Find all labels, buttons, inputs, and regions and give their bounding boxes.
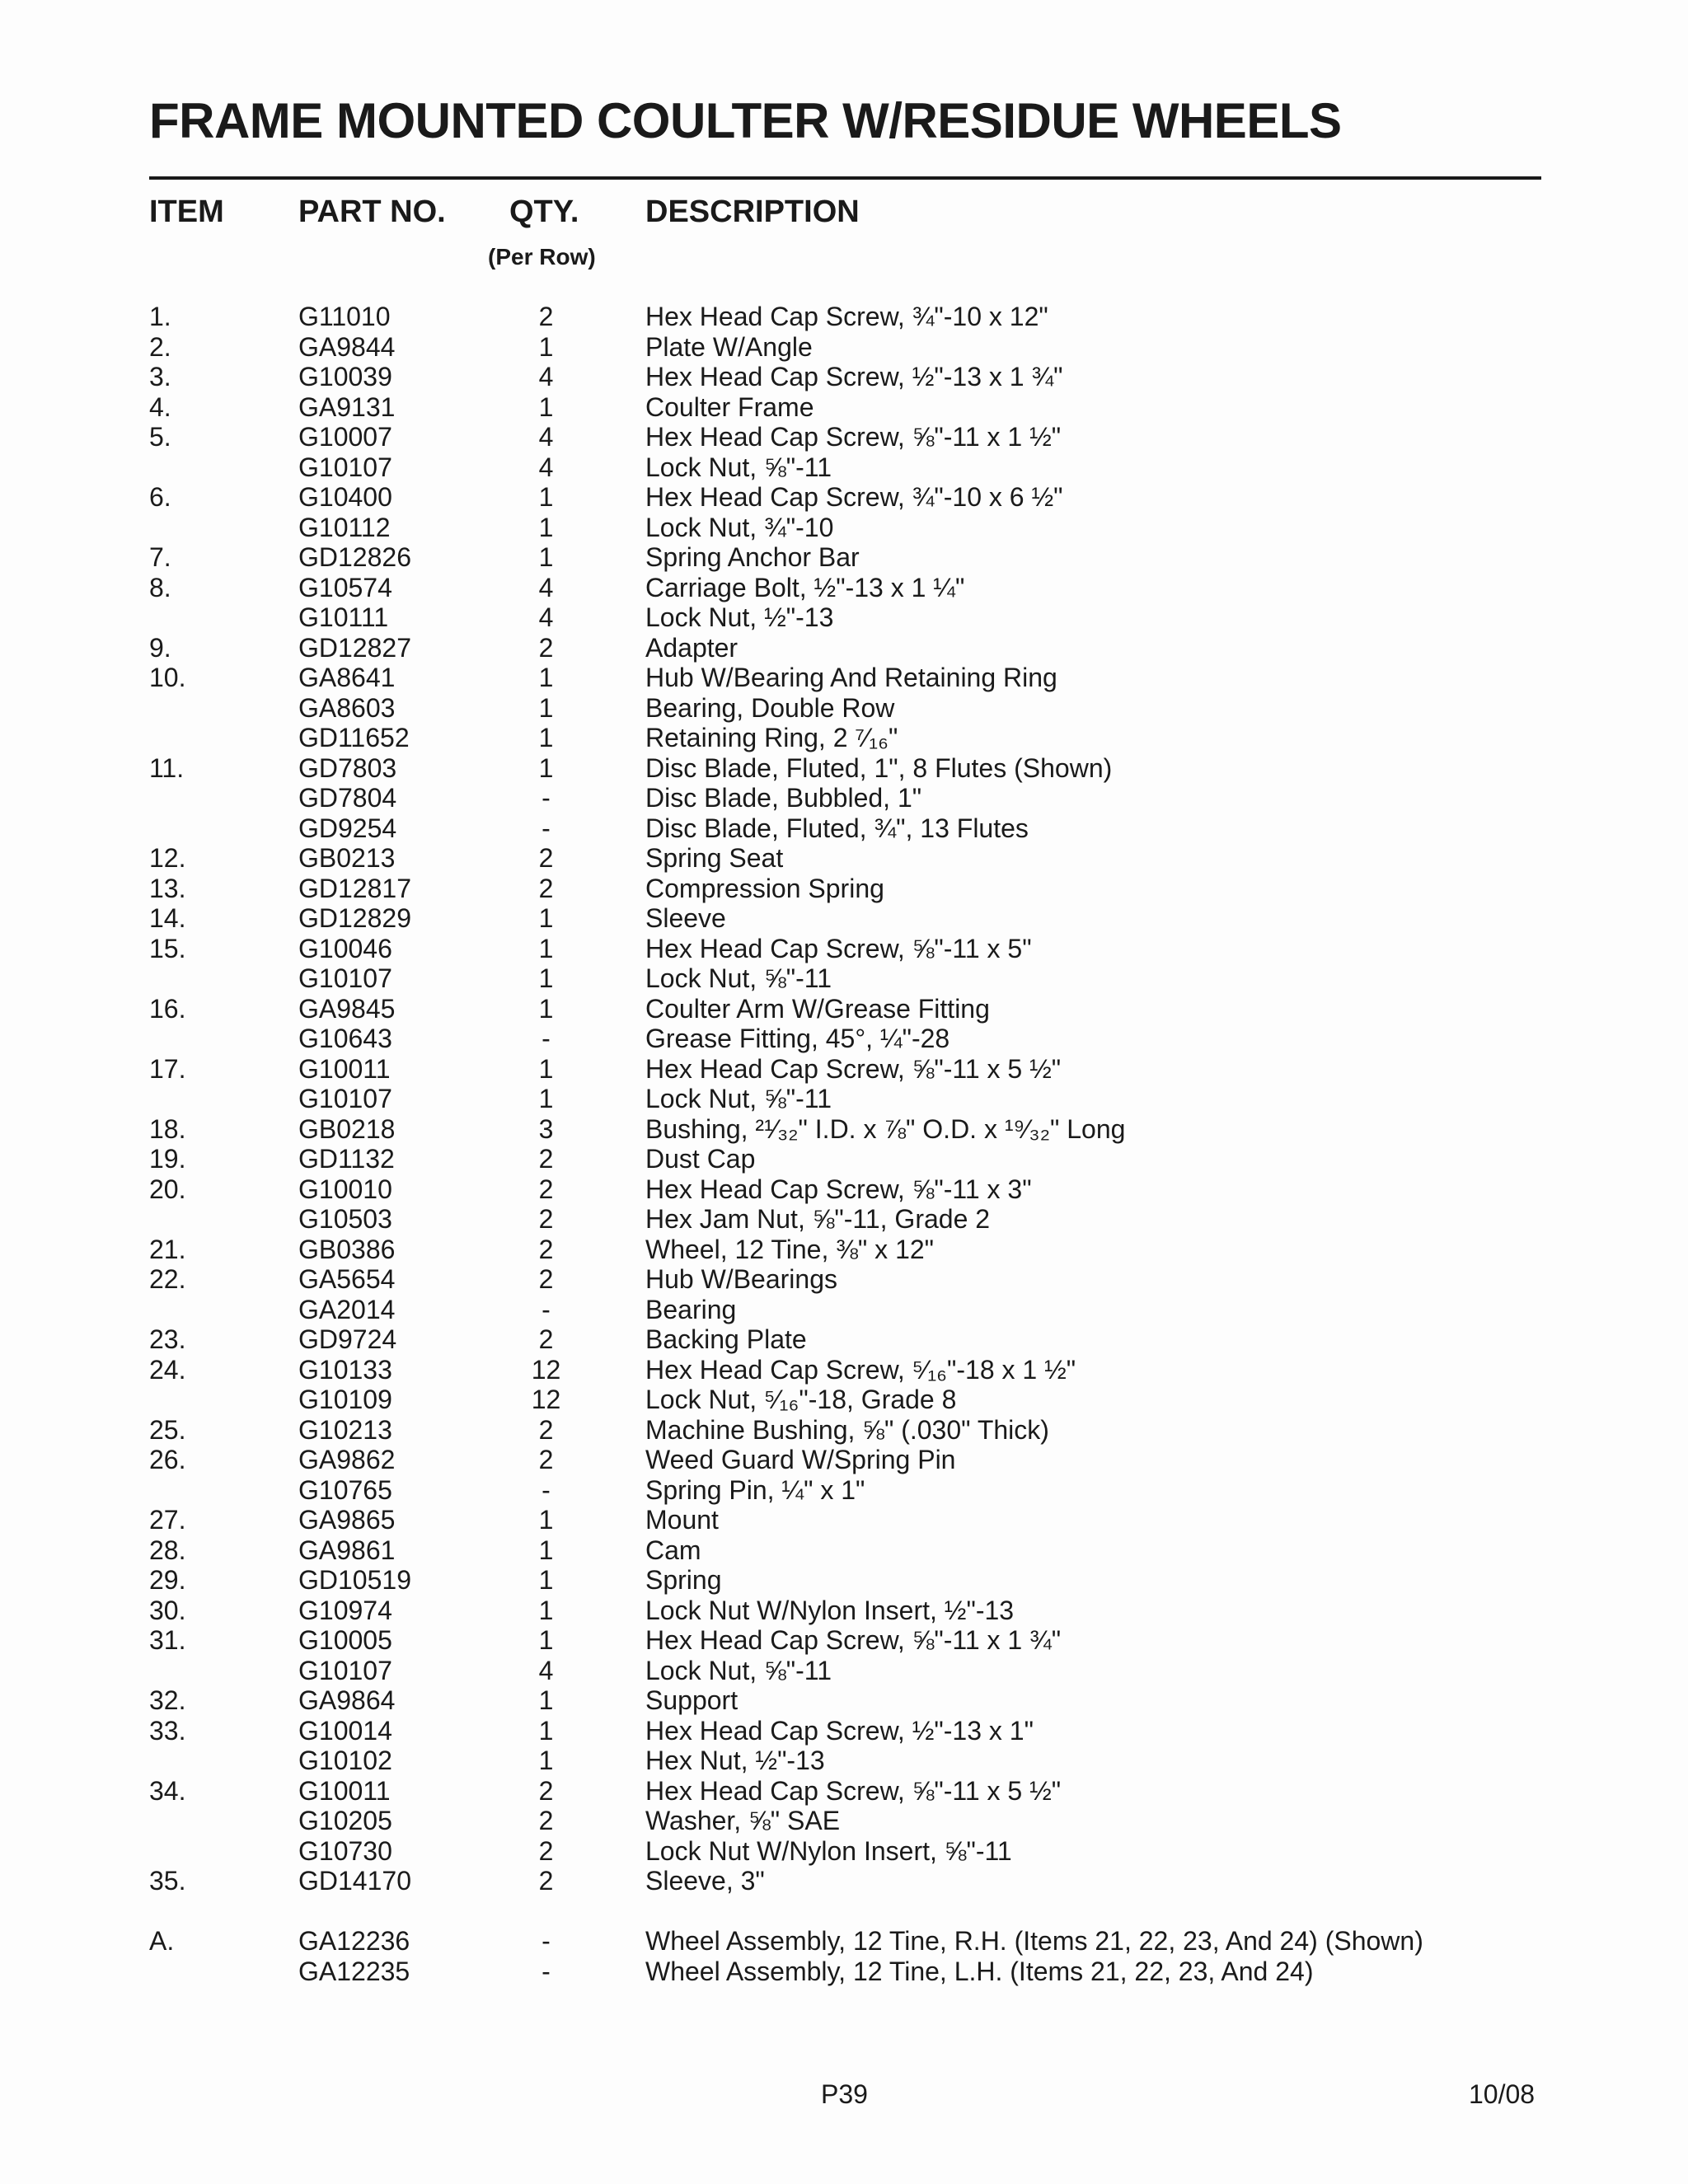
description: Disc Blade, Fluted, 1", 8 Flutes (Shown) (645, 752, 1113, 783)
description: Cam (645, 1535, 701, 1565)
parts-row (0, 1174, 1688, 1205)
quantity: 2 (538, 1806, 554, 1835)
parts-row (0, 1685, 1688, 1716)
part-number: GB0218 (298, 1113, 396, 1144)
description: Coulter Frame (645, 391, 814, 422)
item-number: 2. (149, 331, 171, 362)
parts-row (0, 1385, 1688, 1415)
part-number: GD9254 (298, 813, 397, 843)
item-number: 27. (149, 1505, 186, 1535)
description: Hex Head Cap Screw, ½"-13 x 1 ¾" (645, 362, 1063, 391)
description: Sleeve (645, 903, 726, 933)
parts-row (0, 1054, 1688, 1085)
description: Lock Nut, ⅝"-11 (645, 963, 832, 993)
quantity: 1 (538, 933, 554, 963)
part-number: G10112 (298, 512, 391, 542)
item-number: 24. (149, 1354, 186, 1385)
item-number: 11. (149, 752, 185, 783)
parts-row (0, 1746, 1688, 1776)
part-number: G10046 (298, 933, 392, 963)
item-number: 28. (149, 1535, 186, 1565)
parts-row (0, 693, 1688, 724)
description: Hex Head Cap Screw, ¾"-10 x 6 ½" (645, 482, 1063, 512)
part-number: G10503 (298, 1204, 392, 1234)
quantity: 2 (538, 873, 554, 903)
item-number: 16. (149, 993, 186, 1024)
parts-row (0, 1565, 1688, 1596)
quantity: 2 (538, 1264, 554, 1294)
quantity: 1 (538, 542, 554, 572)
description: Hex Head Cap Screw, ⅝"-11 x 5 ½" (645, 1775, 1062, 1806)
part-number: GA8603 (298, 692, 396, 723)
part-number: G10107 (298, 963, 392, 993)
description: Backing Plate (645, 1324, 807, 1354)
part-number: G10010 (298, 1174, 392, 1204)
description: Hub W/Bearings (645, 1264, 837, 1294)
parts-row (0, 1716, 1688, 1746)
item-number: 26. (149, 1445, 186, 1474)
parts-row (0, 783, 1688, 813)
quantity: 1 (538, 1565, 554, 1595)
parts-row (0, 302, 1688, 332)
item-number: 15. (149, 933, 186, 963)
description: Wheel Assembly, 12 Tine, R.H. (Items 21, 22, 23, And 24) (Shown) (645, 1926, 1423, 1956)
description: Lock Nut, ½"-13 (645, 602, 834, 632)
part-number: GA9845 (298, 993, 396, 1024)
description: Lock Nut, ⅝"-11 (645, 452, 832, 482)
part-number: G10007 (298, 422, 392, 452)
quantity: - (542, 1294, 551, 1324)
header-item: ITEM (149, 194, 224, 229)
item-number: 30. (149, 1595, 186, 1625)
item-number: 25. (149, 1414, 186, 1445)
quantity: 12 (531, 1354, 561, 1385)
parts-row (0, 1656, 1688, 1686)
header-qty: QTY. (509, 194, 579, 229)
list-spacer (0, 1896, 1688, 1927)
description: Lock Nut, ¾"-10 (645, 512, 834, 542)
part-number: G10107 (298, 452, 392, 482)
description: Wheel Assembly, 12 Tine, L.H. (Items 21, 22, 23, And 24) (645, 1956, 1314, 1986)
quantity: 4 (538, 452, 554, 482)
description: Lock Nut, ⁵⁄₁₆"-18, Grade 8 (645, 1385, 957, 1414)
description: Hex Nut, ½"-13 (645, 1746, 825, 1775)
parts-row (0, 1324, 1688, 1355)
item-number: 9. (149, 632, 171, 663)
part-number: G10102 (298, 1746, 392, 1775)
quantity: 2 (538, 1866, 554, 1896)
parts-row (0, 753, 1688, 784)
description: Hex Head Cap Screw, ⅝"-11 x 1 ¾" (645, 1625, 1062, 1655)
parts-row (0, 1445, 1688, 1475)
part-number: GD10519 (298, 1565, 411, 1595)
description: Spring Seat (645, 843, 784, 873)
quantity: 1 (538, 1625, 554, 1655)
description: Disc Blade, Bubbled, 1" (645, 783, 922, 813)
parts-row (0, 482, 1688, 513)
part-number: G10133 (298, 1354, 392, 1385)
quantity: 2 (538, 302, 554, 331)
part-number: G10011 (298, 1053, 391, 1084)
quantity: 4 (538, 602, 554, 632)
item-number: 35. (149, 1866, 186, 1896)
item-number: 5. (149, 422, 171, 452)
description: Disc Blade, Fluted, ¾", 13 Flutes (645, 813, 1029, 843)
parts-row (0, 1625, 1688, 1656)
description: Plate W/Angle (645, 331, 813, 362)
description: Dust Cap (645, 1144, 756, 1174)
parts-row (0, 1355, 1688, 1385)
quantity: 1 (538, 993, 554, 1024)
item-number: 17. (149, 1053, 186, 1084)
quantity: 1 (538, 1595, 554, 1625)
quantity: 2 (538, 1324, 554, 1354)
quantity: 1 (538, 331, 554, 362)
parts-row (0, 633, 1688, 663)
part-number: GA9864 (298, 1685, 396, 1715)
part-number: GA9861 (298, 1535, 396, 1565)
description: Hex Head Cap Screw, ⅝"-11 x 3" (645, 1174, 1032, 1204)
quantity: 1 (538, 1685, 554, 1715)
description: Lock Nut W/Nylon Insert, ½"-13 (645, 1595, 1015, 1625)
page-title: FRAME MOUNTED COULTER W/RESIDUE WHEELS (149, 93, 1342, 148)
part-number: G10011 (298, 1775, 391, 1806)
parts-row (0, 392, 1688, 423)
quantity: 1 (538, 963, 554, 993)
part-number: GD7804 (298, 783, 397, 813)
parts-row (0, 332, 1688, 363)
header-description: DESCRIPTION (645, 194, 860, 229)
quantity: 4 (538, 362, 554, 391)
description: Carriage Bolt, ½"-13 x 1 ¼" (645, 572, 965, 602)
quantity: 1 (538, 752, 554, 783)
part-number: GA12235 (298, 1956, 410, 1986)
parts-row (0, 1505, 1688, 1535)
quantity: 1 (538, 1746, 554, 1775)
item-number: 19. (149, 1144, 186, 1174)
quantity: 4 (538, 572, 554, 602)
part-number: GD1132 (298, 1144, 395, 1174)
parts-row (0, 663, 1688, 693)
part-number: G10109 (298, 1385, 392, 1414)
description: Spring Anchor Bar (645, 542, 860, 572)
part-number: G10005 (298, 1625, 392, 1655)
description: Coulter Arm W/Grease Fitting (645, 993, 990, 1024)
parts-row (0, 1776, 1688, 1807)
part-number: GD14170 (298, 1866, 411, 1896)
quantity: 2 (538, 1414, 554, 1445)
parts-row (0, 1836, 1688, 1867)
parts-row (0, 1866, 1688, 1896)
item-number: 1. (149, 302, 171, 331)
part-number: GD12829 (298, 903, 411, 933)
description: Hub W/Bearing And Retaining Ring (645, 663, 1057, 692)
item-number: 10. (149, 663, 186, 692)
parts-row (0, 1235, 1688, 1265)
parts-row (0, 1204, 1688, 1235)
quantity: 4 (538, 422, 554, 452)
description: Support (645, 1685, 738, 1715)
parts-row (0, 934, 1688, 964)
quantity: - (542, 783, 551, 813)
quantity: 2 (538, 1234, 554, 1264)
parts-row (0, 723, 1688, 753)
header-qty-per-row: (Per Row) (488, 244, 596, 269)
quantity: 1 (538, 1053, 554, 1084)
part-number: GA9862 (298, 1445, 396, 1474)
quantity: 1 (538, 1715, 554, 1746)
assembly-row (0, 1926, 1688, 1957)
description: Grease Fitting, 45°, ¼"-28 (645, 1024, 950, 1053)
part-number: GD12827 (298, 632, 411, 663)
title-rule (149, 176, 1541, 180)
description: Machine Bushing, ⅝" (.030" Thick) (645, 1414, 1049, 1445)
quantity: - (542, 1024, 551, 1053)
description: Mount (645, 1505, 719, 1535)
item-number: 33. (149, 1715, 186, 1746)
parts-row (0, 1264, 1688, 1295)
item-number: 8. (149, 572, 171, 602)
part-number: GA9131 (298, 391, 396, 422)
part-number: GA5654 (298, 1264, 396, 1294)
quantity: 1 (538, 692, 554, 723)
parts-row (0, 963, 1688, 994)
item-number: 7. (149, 542, 171, 572)
quantity: 1 (538, 391, 554, 422)
parts-row (0, 994, 1688, 1024)
description: Spring Pin, ¼" x 1" (645, 1474, 865, 1505)
parts-row (0, 1806, 1688, 1836)
part-number: GB0386 (298, 1234, 396, 1264)
part-number: G10765 (298, 1474, 392, 1505)
parts-row (0, 422, 1688, 452)
description: Washer, ⅝" SAE (645, 1806, 841, 1835)
quantity: 2 (538, 1174, 554, 1204)
quantity: 1 (538, 512, 554, 542)
parts-row (0, 602, 1688, 633)
description: Sleeve, 3" (645, 1866, 765, 1896)
description: Wheel, 12 Tine, ⅜" x 12" (645, 1234, 935, 1264)
item-number: 20. (149, 1174, 186, 1204)
description: Hex Head Cap Screw, ⅝"-11 x 5" (645, 933, 1032, 963)
parts-row (0, 843, 1688, 874)
part-number: G10039 (298, 362, 392, 391)
quantity: - (542, 1956, 551, 1986)
quantity: 2 (538, 1445, 554, 1474)
parts-row (0, 1596, 1688, 1626)
description: Compression Spring (645, 873, 884, 903)
item-number: 4. (149, 391, 171, 422)
item-number: 12. (149, 843, 186, 873)
item-number: 6. (149, 482, 171, 512)
item-number: 32. (149, 1685, 186, 1715)
description: Bushing, ²¹⁄₃₂" I.D. x ⅞" O.D. x ¹⁹⁄₃₂" Long (645, 1113, 1126, 1144)
part-number: GA2014 (298, 1294, 396, 1324)
part-number: G10730 (298, 1835, 392, 1866)
description: Spring (645, 1565, 722, 1595)
description: Hex Head Cap Screw, ⅝"-11 x 5 ½" (645, 1053, 1062, 1084)
quantity: 2 (538, 1835, 554, 1866)
description: Hex Head Cap Screw, ½"-13 x 1" (645, 1715, 1034, 1746)
part-number: GA8641 (298, 663, 396, 692)
part-number: GA9844 (298, 331, 396, 362)
parts-row (0, 874, 1688, 904)
part-number: G10574 (298, 572, 392, 602)
quantity: 1 (538, 663, 554, 692)
part-number: G10107 (298, 1655, 392, 1685)
parts-row (0, 1024, 1688, 1054)
part-number: GD12826 (298, 542, 411, 572)
description: Hex Head Cap Screw, ⁵⁄₁₆"-18 x 1 ½" (645, 1354, 1076, 1385)
header-part-no: PART NO. (298, 194, 446, 229)
quantity: 2 (538, 843, 554, 873)
item-number: 21. (149, 1234, 186, 1264)
item-number: 31. (149, 1625, 186, 1655)
parts-row (0, 513, 1688, 543)
item-number: 29. (149, 1565, 186, 1595)
description: Weed Guard W/Spring Pin (645, 1445, 956, 1474)
item-number: 34. (149, 1775, 186, 1806)
quantity: - (542, 813, 551, 843)
parts-row (0, 903, 1688, 934)
revision-date: 10/08 (1469, 2079, 1536, 2109)
item-number: 3. (149, 362, 171, 391)
part-number: GD12817 (298, 873, 411, 903)
parts-row (0, 1415, 1688, 1446)
quantity: 12 (531, 1385, 561, 1414)
quantity: 1 (538, 1084, 554, 1113)
parts-row (0, 1144, 1688, 1174)
parts-row (0, 573, 1688, 603)
description: Retaining Ring, 2 ⁷⁄₁₆" (645, 723, 898, 752)
quantity: 2 (538, 1204, 554, 1234)
quantity: 1 (538, 1535, 554, 1565)
item-number: 22. (149, 1264, 186, 1294)
quantity: - (542, 1474, 551, 1505)
quantity: 1 (538, 903, 554, 933)
parts-row (0, 362, 1688, 392)
item-number: 23. (149, 1324, 186, 1354)
part-number: GB0213 (298, 843, 396, 873)
description: Lock Nut, ⅝"-11 (645, 1655, 832, 1685)
part-number: G10974 (298, 1595, 392, 1625)
part-number: GD11652 (298, 723, 410, 752)
part-number: G10205 (298, 1806, 392, 1835)
description: Hex Head Cap Screw, ⅝"-11 x 1 ½" (645, 422, 1062, 452)
quantity: 1 (538, 1505, 554, 1535)
part-number: G11010 (298, 302, 391, 331)
quantity: 1 (538, 723, 554, 752)
parts-row (0, 452, 1688, 483)
description: Lock Nut W/Nylon Insert, ⅝"-11 (645, 1835, 1012, 1866)
description: Hex Jam Nut, ⅝"-11, Grade 2 (645, 1204, 991, 1234)
quantity: 4 (538, 1655, 554, 1685)
part-number: GA9865 (298, 1505, 396, 1535)
item-number: 14. (149, 903, 186, 933)
description: Hex Head Cap Screw, ¾"-10 x 12" (645, 302, 1048, 331)
item-number: 18. (149, 1113, 186, 1144)
part-number: GD7803 (298, 752, 397, 783)
item-number: 13. (149, 873, 186, 903)
parts-row (0, 542, 1688, 573)
quantity: - (542, 1926, 551, 1956)
parts-row (0, 1295, 1688, 1325)
parts-row (0, 1535, 1688, 1566)
assembly-row (0, 1957, 1688, 1987)
parts-list (0, 302, 1688, 1986)
part-number: G10400 (298, 482, 392, 512)
part-number: GD9724 (298, 1324, 397, 1354)
quantity: 3 (538, 1113, 554, 1144)
quantity: 2 (538, 632, 554, 663)
parts-row (0, 1475, 1688, 1506)
description: Bearing (645, 1294, 737, 1324)
part-number: G10014 (298, 1715, 392, 1746)
part-number: GA12236 (298, 1926, 410, 1956)
description: Lock Nut, ⅝"-11 (645, 1084, 832, 1113)
part-number: G10643 (298, 1024, 392, 1053)
part-number: G10107 (298, 1084, 392, 1113)
description: Bearing, Double Row (645, 692, 895, 723)
parts-row (0, 1084, 1688, 1114)
quantity: 2 (538, 1144, 554, 1174)
page-number: P39 (821, 2079, 868, 2109)
parts-row (0, 813, 1688, 844)
quantity: 2 (538, 1775, 554, 1806)
item-number: A. (149, 1926, 175, 1956)
part-number: G10213 (298, 1414, 392, 1445)
part-number: G10111 (298, 602, 389, 632)
parts-row (0, 1114, 1688, 1145)
quantity: 1 (538, 482, 554, 512)
description: Adapter (645, 632, 738, 663)
